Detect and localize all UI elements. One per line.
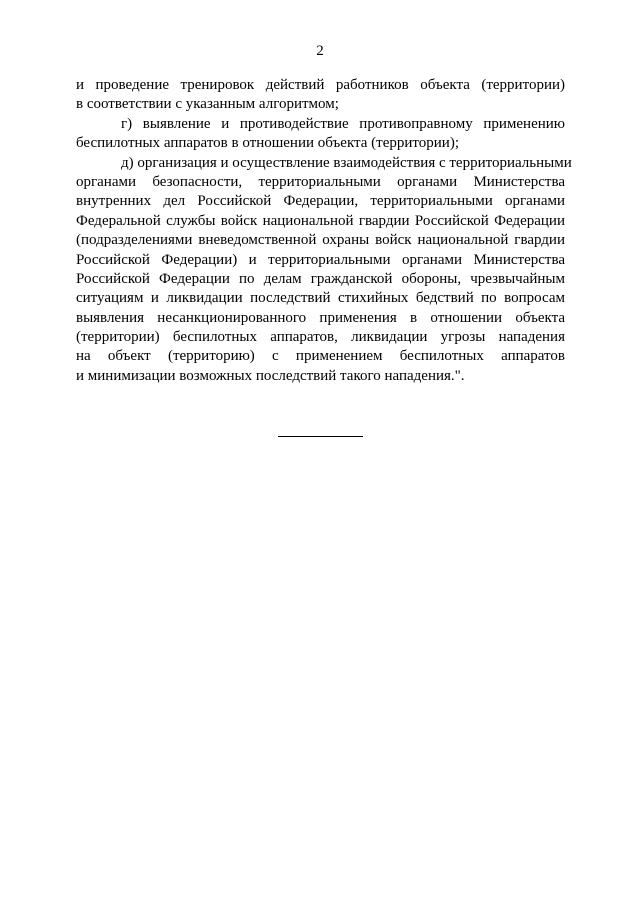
text-line: внутренних дел Российской Федерации, территориальными органами [76,193,565,210]
text-line: Федеральной службы войск национальной гвардии Российской Федерации [76,212,565,229]
text-line: г) выявление и противодействие противоправному применению [121,115,565,132]
text-line: (подразделениями вневедомственной охраны войск национальной гвардии [76,232,565,249]
text-line: беспилотных аппаратов в отношении объекта (территории); [76,135,459,152]
text-line: и проведение тренировок действий работников объекта (территории) [76,77,565,93]
text-line: на объект (территорию) с применением беспилотных аппаратов [76,348,565,365]
text-line: ситуациям и ликвидации последствий стихийных бедствий по вопросам [76,290,565,307]
text-line: (территории) беспилотных аппаратов, ликвидации угрозы нападения [76,329,565,346]
text-line: в соответствии с указанным алгоритмом; [76,96,339,113]
page-number: 2 [316,43,324,59]
text-line: Российской Федерации) и территориальными органами Министерства [76,251,565,268]
text-line: д) организация и осуществление взаимодействия с территориальными [121,154,572,171]
text-line: Российской Федерации по делам гражданской обороны, чрезвычайным [76,270,565,287]
document-body [76,76,572,386]
text-line: и минимизации возможных последствий такого нападения.". [76,367,465,384]
text-line: органами безопасности, территориальными органами Министерства [76,173,565,190]
text-line: выявления несанкционированного применения в отношении объекта [76,309,565,326]
end-divider [278,436,363,437]
